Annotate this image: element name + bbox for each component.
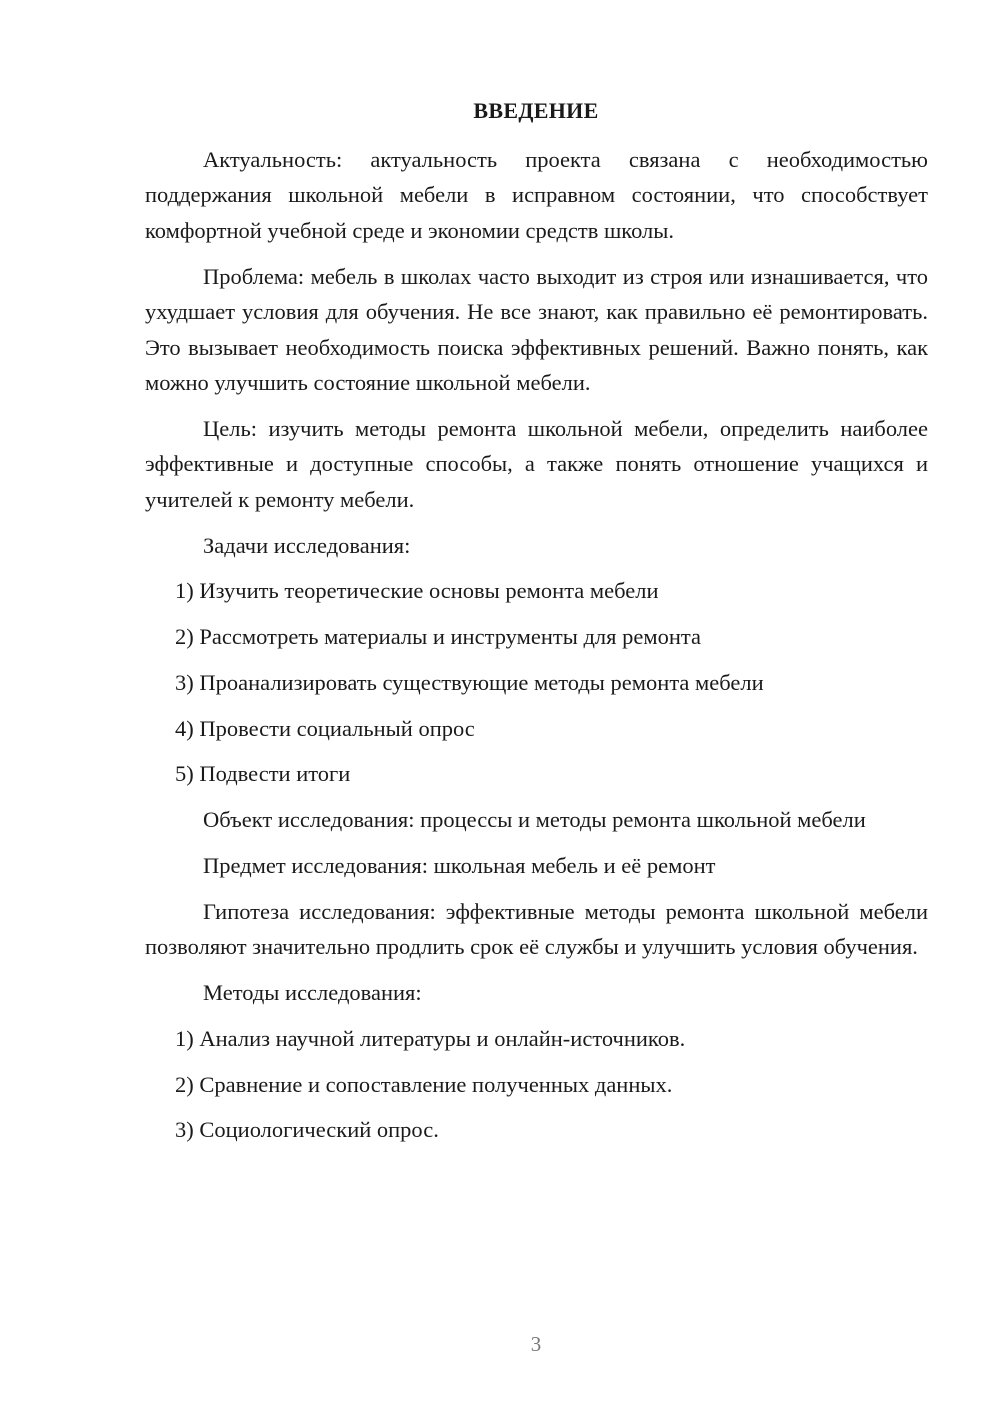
method-item: 3) Социологический опрос.: [175, 1117, 439, 1143]
subject-paragraph: Предмет исследования: школьная мебель и её ремонт: [203, 852, 716, 878]
task-item: 2) Рассмотреть материалы и инструменты для ремонта: [175, 624, 701, 650]
method-item: 1) Анализ научной литературы и онлайн-источников.: [175, 1026, 686, 1052]
document-body: [145, 142, 928, 1158]
methods-heading: Методы исследования:: [203, 980, 422, 1006]
section-title: ВВЕДЕНИЕ: [473, 98, 599, 123]
hypothesis-paragraph: Гипотеза исследования: эффективные методы ремонта школьной мебели позволяют значительно продлить срок её службы и улучшить условия обучения.: [145, 898, 928, 960]
method-item: 2) Сравнение и сопоставление полученных данных.: [175, 1071, 673, 1097]
problem-paragraph: Проблема: мебель в школах часто выходит из строя или изнашивается, что ухудшает условия для обучения. Не все знают, как правильно её ремонтировать. Это вызывает необходимость поиска эффективных решений. Важно понять, как можно улучшить состояние школьной мебели.: [145, 263, 928, 395]
object-paragraph: Объект исследования: процессы и методы ремонта школьной мебели: [203, 806, 866, 832]
task-item: 1) Изучить теоретические основы ремонта мебели: [175, 578, 659, 604]
relevance-paragraph: Актуальность: актуальность проекта связана с необходимостью поддержания школьной мебели в исправном состоянии, что способствует комфортной учебной среде и экономии средств школы.: [145, 147, 928, 243]
tasks-heading: Задачи исследования:: [203, 532, 411, 558]
task-item: 4) Провести социальный опрос: [175, 715, 475, 741]
task-item: 5) Подвести итоги: [175, 761, 351, 787]
goal-paragraph: Цель: изучить методы ремонта школьной мебели, определить наиболее эффективные и доступные способы, а также понять отношение учащихся и учителей к ремонту мебели.: [145, 415, 928, 512]
task-item: 3) Проанализировать существующие методы ремонта мебели: [175, 669, 764, 695]
page-number: 3: [530, 1332, 542, 1356]
